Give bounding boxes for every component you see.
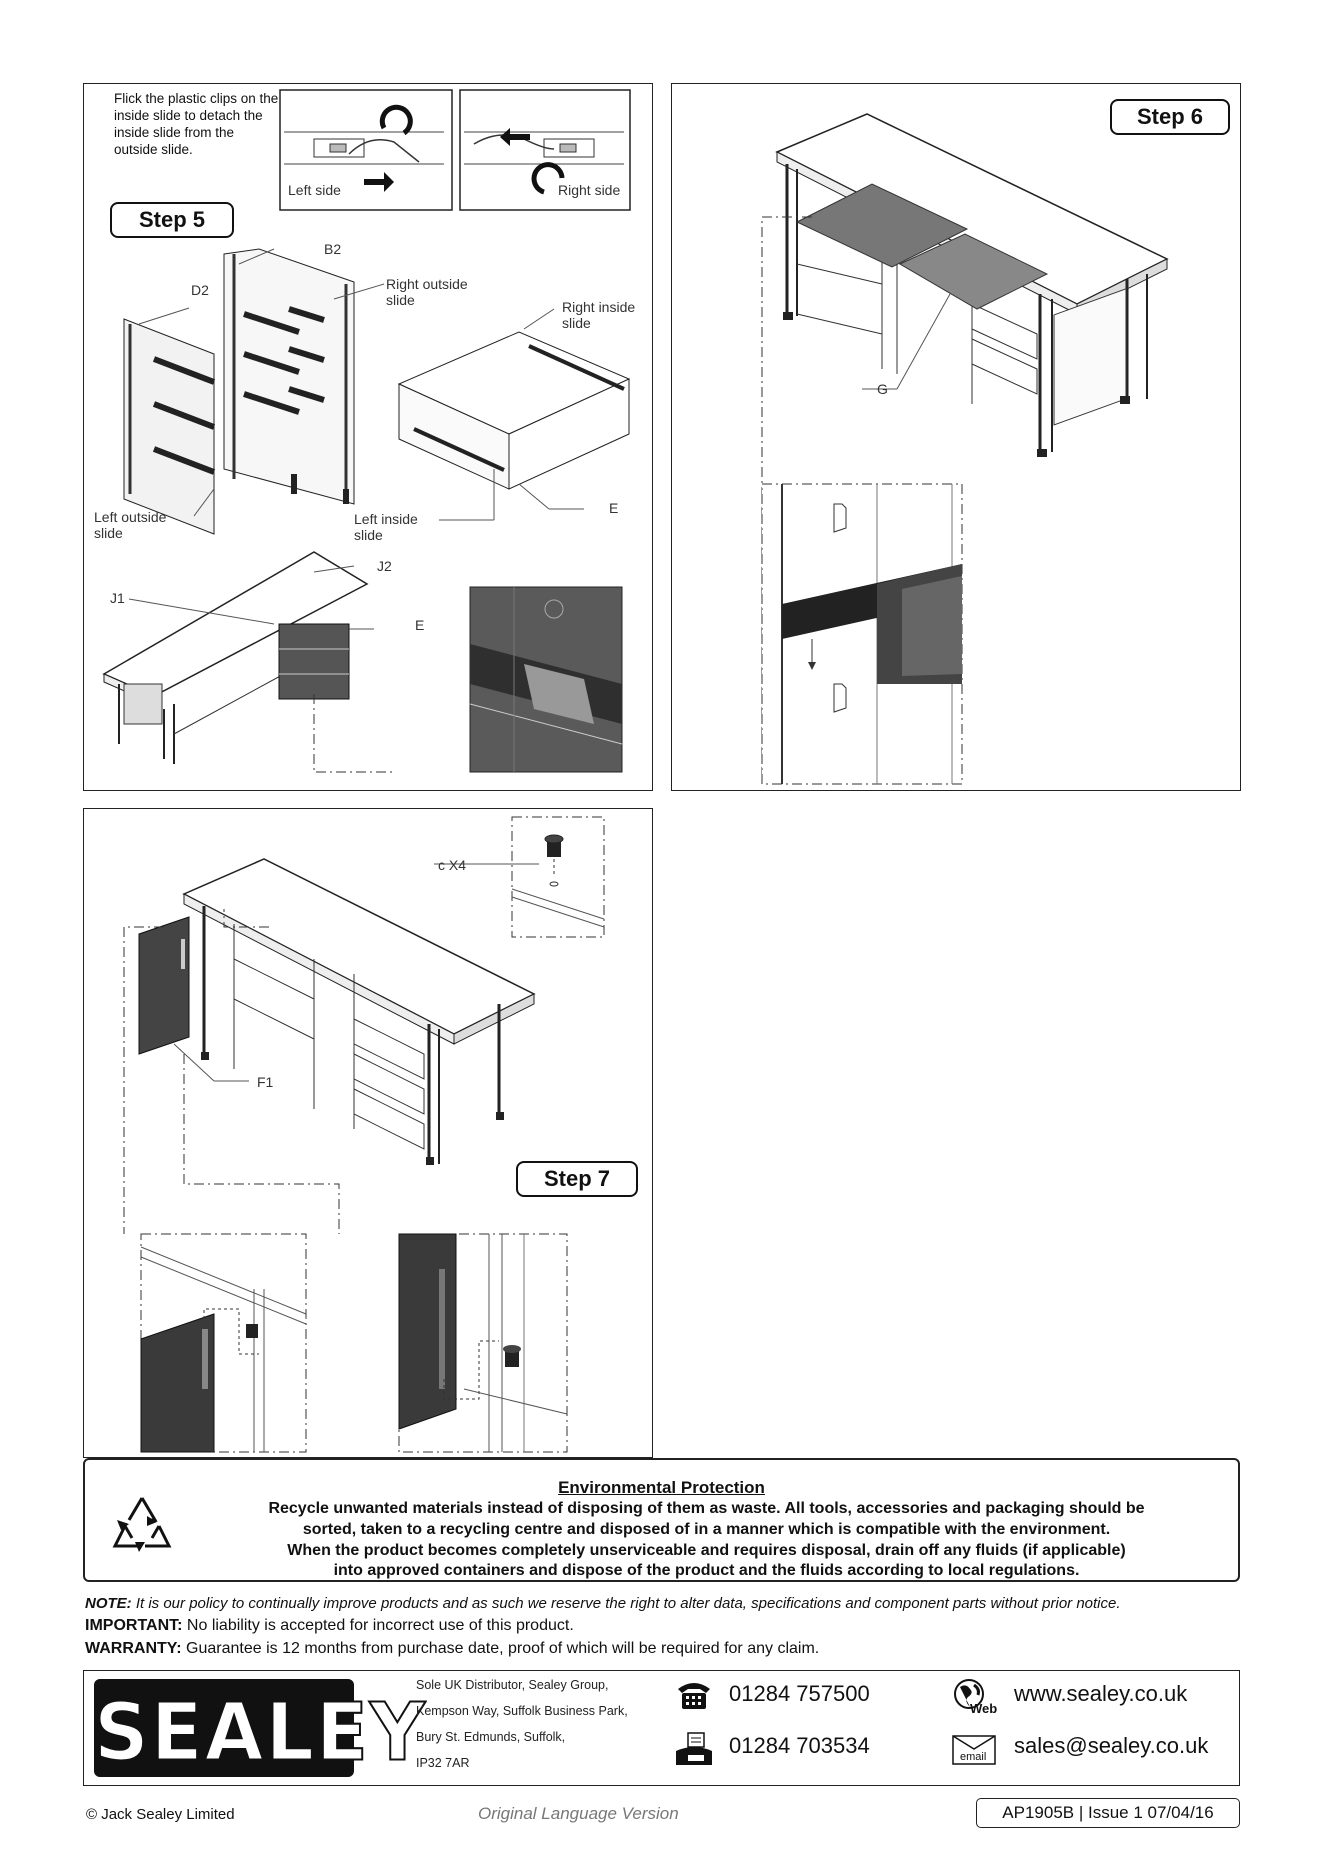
environment-title: Environmental Protection [558, 1478, 765, 1497]
fax-icon [674, 1731, 714, 1771]
phone-number: 01284 757500 [729, 1681, 870, 1706]
label-g: G [877, 381, 888, 397]
label-right-outside-slide: Right outside slide [386, 276, 468, 308]
label-j1: J1 [110, 590, 125, 606]
left-side-label: Left side [288, 182, 341, 198]
step7-diagram [84, 809, 654, 1459]
important-line [85, 1615, 574, 1637]
note-label: NOTE: [85, 1595, 132, 1612]
label-e-drawer: E [609, 500, 619, 516]
label-j2: J2 [377, 558, 392, 574]
step5-instruction: Flick the plastic clips on the inside slide to detach the inside slide from the outside slide. [114, 91, 279, 157]
right-side-label: Right side [558, 182, 621, 198]
recycle-icon [107, 1490, 177, 1560]
label-left-outside-slide: Left outside slide [94, 509, 167, 541]
step6-diagram [672, 84, 1242, 792]
label-left-inside-slide: Left inside slide [354, 511, 418, 543]
step7-panel [83, 808, 653, 1458]
important-text: No liability is accepted for incorrect use of this product. [182, 1617, 574, 1634]
warranty-label: WARRANTY: [85, 1640, 182, 1657]
address-line-4: IP32 7AR [416, 1756, 470, 1770]
step5-badge: Step 5 [110, 202, 234, 238]
label-b2: B2 [324, 241, 342, 257]
note-line [85, 1593, 1121, 1615]
environment-line-2: sorted, taken to a recycling centre and disposed of in a manner which is compatible with the environment. [302, 1521, 1111, 1538]
footer-box [83, 1670, 1240, 1786]
warranty-line [85, 1638, 819, 1660]
web-address[interactable]: www.sealey.co.uk [1014, 1681, 1188, 1706]
sealey-logo [94, 1679, 427, 1779]
warranty-text: Guarantee is 12 months from purchase date, proof of which will be required for any claim. [181, 1640, 820, 1657]
copyright: © Jack Sealey Limited [86, 1806, 235, 1823]
fax-number: 01284 703534 [729, 1733, 870, 1758]
reference-box: AP1905B | Issue 1 07/04/16 [976, 1798, 1240, 1828]
note-text: It is our policy to continually improve products and as such we reserve the right to alter data, specifications and component parts without prior notice. [131, 1595, 1121, 1612]
step7-badge: Step 7 [516, 1161, 638, 1197]
label-d2: D2 [191, 282, 209, 298]
label-right-inside-slide: Right inside slide [562, 299, 636, 331]
environment-line-4: into approved containers and dispose of the product and the fluids according to local regulations. [333, 1562, 1080, 1579]
address-line-3: Bury St. Edmunds, Suffolk, [416, 1730, 566, 1744]
web-label: Web [970, 1701, 998, 1716]
logo-text: SEALEY [94, 1684, 427, 1779]
step5-panel [83, 83, 653, 791]
label-cx4: c X4 [438, 857, 467, 873]
phone-icon [674, 1677, 714, 1711]
address-line-2: Kempson Way, Suffolk Business Park, [416, 1704, 628, 1718]
label-f1: F1 [257, 1074, 274, 1090]
environment-line-3: When the product becomes completely unserviceable and requires disposal, drain off any fluids (if applicable) [287, 1542, 1126, 1559]
language-version: Original Language Version [478, 1804, 679, 1823]
environment-line-1: Recycle unwanted materials instead of disposing of them as waste. All tools, accessories and packaging should be [268, 1500, 1145, 1517]
important-label: IMPORTANT: [85, 1617, 183, 1634]
step6-panel [671, 83, 1241, 791]
email-label: email [960, 1751, 987, 1763]
environmental-protection-box [83, 1458, 1240, 1582]
label-e-bench: E [415, 617, 425, 633]
step6-badge: Step 6 [1110, 99, 1230, 135]
email-address[interactable]: sales@sealey.co.uk [1014, 1733, 1209, 1758]
address-line-1: Sole UK Distributor, Sealey Group, [416, 1678, 609, 1692]
